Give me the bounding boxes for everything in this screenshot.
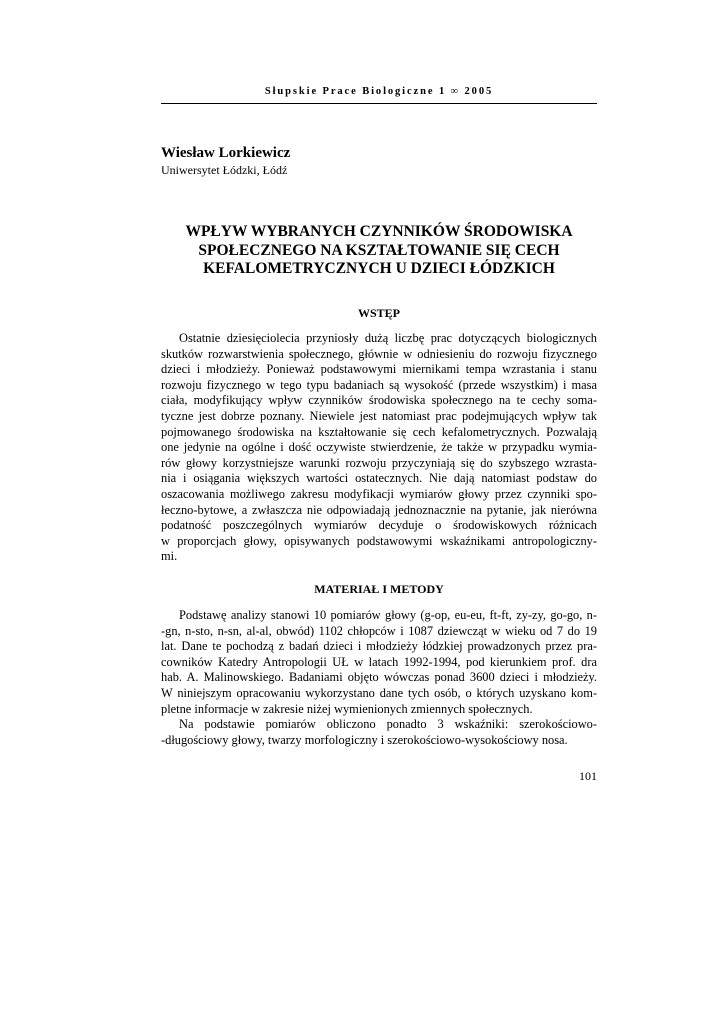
text-line: łeczno-bytowe, a zwłaszcza nie odpowiadają jednoznacznie na pytanie, jak nierówna <box>161 502 597 517</box>
text-line: rozwoju fizycznego w tego typu badaniach są wysokość (przede wszystkim) i masa <box>161 377 597 392</box>
page-number: 101 <box>579 769 597 783</box>
running-head: Słupskie Prace Biologiczne 1 ∞ 2005 <box>264 86 494 97</box>
text-line: Ostatnie dziesięciolecia przyniosły dużą liczbę prac dotyczących biologicznych <box>179 331 597 345</box>
text-line: W niniejszym opracowaniu wykorzystano dane tych osób, o których uzyskano kom- <box>161 685 597 700</box>
section-heading-materials-methods: MATERIAŁ I METODY <box>314 582 444 596</box>
author-affiliation: Uniwersytet Łódzki, Łódź <box>161 163 288 177</box>
text-line: skutków rozwarstwienia społecznego, głównie w odniesieniu do rozwoju fizycznego <box>161 346 597 361</box>
text-line: cowników Katedry Antropologii UŁ w latach 1992-1994, pod kierunkiem prof. dra <box>161 654 597 669</box>
text-line: Podstawę analizy stanowi 10 pomiarów głowy (g-op, eu-eu, ft-ft, zy-zy, go-go, n- <box>179 608 597 622</box>
text-line: lat. Dane te pochodzą z badań dzieci i młodzieży łódzkiej prowadzonych przez pra- <box>161 639 597 654</box>
header-rule <box>161 103 597 104</box>
section-heading-introduction: WSTĘP <box>357 306 400 320</box>
author-name: Wiesław Lorkiewicz <box>161 145 291 161</box>
text-line: pletne informacje w zakresie niżej wymienionych zmiennych społecznych. <box>161 701 533 716</box>
materials-methods-paragraph <box>161 608 597 748</box>
text-line: ciała, modyfikujący wpływ czynników środowiska społecznego na te cechy soma- <box>161 393 597 408</box>
text-line: rów głowy korzystniejsze warunki rozwoju przyczyniają się do szybszego wzrasta- <box>161 455 597 470</box>
text-line: mi. <box>161 549 178 564</box>
title-line: SPOŁECZNEGO NA KSZTAŁTOWANIE SIĘ CECH <box>198 241 560 259</box>
text-line: tyczne jest dobrze poznany. Niewiele jest natomiast prac podejmujących wpływ tak <box>161 408 597 423</box>
text-line: podatność poszczególnych wymiarów decyduje o środowiskowych różnicach <box>161 518 597 533</box>
text-line: -długościowy głowy, twarzy morfologiczny i szerokościowo-wysokościowy nosa. <box>161 732 568 747</box>
paper-title <box>161 223 597 279</box>
title-line: KEFALOMETRYCZNYCH U DZIECI ŁÓDZKICH <box>203 260 555 277</box>
text-line: nia i osiągania większych wartości ostatecznych. Nie dają natomiast podstaw do <box>161 471 597 486</box>
text-line: hab. A. Malinowskiego. Badaniami objęto wówczas ponad 3600 dzieci i młodzieży. <box>161 670 597 685</box>
text-line: one jedynie na ogólne i dość oczywiste stwierdzenie, że także w przypadku wymia- <box>161 440 597 455</box>
text-line: -gn, n-sto, n-sn, al-al, obwód) 1102 chłopców i 1087 dziewcząt w wieku od 7 do 19 <box>161 623 597 638</box>
text-line: w proporcjach głowy, opisywanych podstawowymi wskaźnikami antropologiczny- <box>161 533 597 548</box>
text-line: pojmowanego środowiska na kształtowanie się cech kefalometrycznych. Pozwalają <box>161 424 597 439</box>
text-line: Na podstawie pomiarów obliczono ponadto 3 wskaźniki: szerokościowo- <box>179 717 597 732</box>
introduction-paragraph <box>161 331 597 565</box>
text-line: oszacowania możliwego zakresu modyfikacji wymiarów głowy przez czynniki spo- <box>161 486 597 501</box>
text-line: dzieci i młodzieży. Ponieważ podstawowymi miernikami tempa wzrastania i stanu <box>161 362 597 377</box>
title-line: WPŁYW WYBRANYCH CZYNNIKÓW ŚRODOWISKA <box>185 223 573 240</box>
